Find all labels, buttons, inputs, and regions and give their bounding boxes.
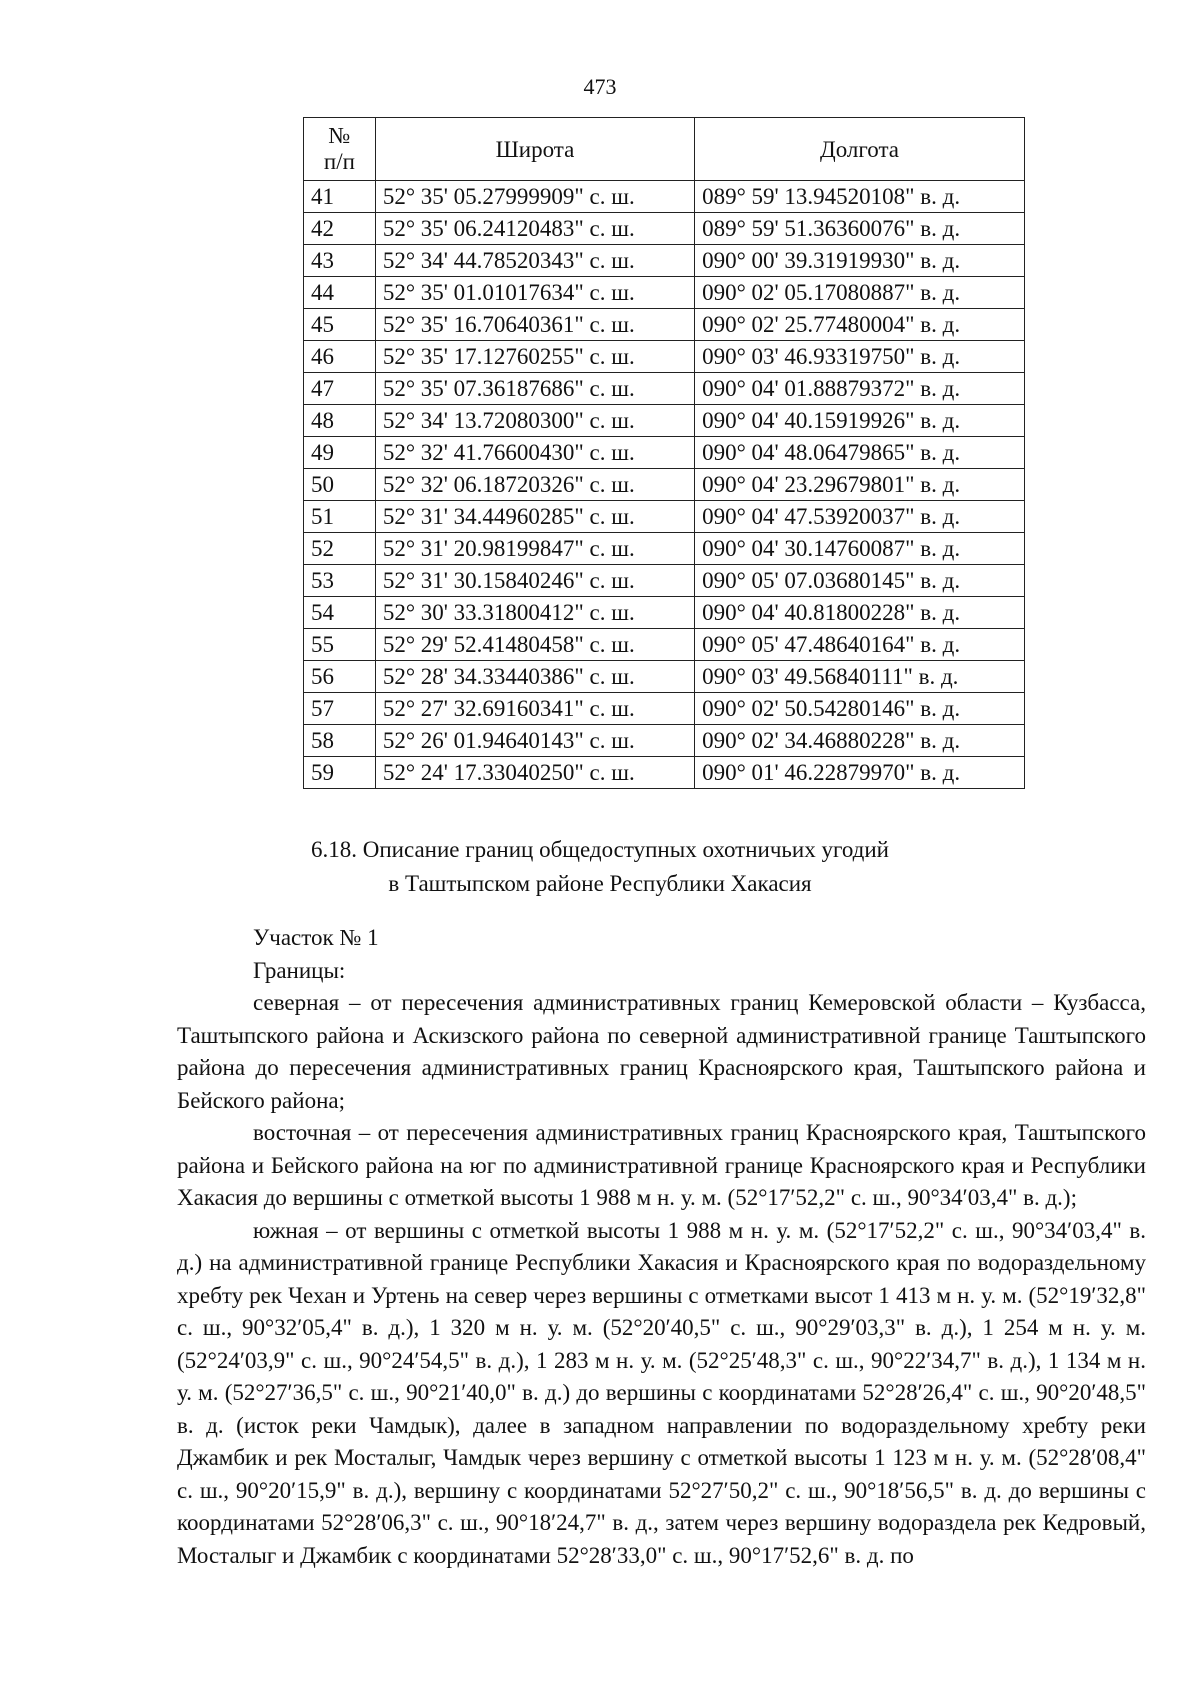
latitude-cell: 52° 26' 01.94640143" с. ш. xyxy=(375,725,694,757)
table-row xyxy=(304,661,1025,693)
latitude-cell: 52° 35' 07.36187686" с. ш. xyxy=(375,373,694,405)
table-row xyxy=(304,213,1025,245)
section-body xyxy=(177,922,1146,1572)
longitude-cell: 090° 02' 50.54280146" в. д. xyxy=(695,693,1025,725)
column-header-number-text: № п/п xyxy=(323,122,355,174)
table-header xyxy=(304,118,1025,181)
row-number-cell: 50 xyxy=(304,469,376,501)
row-number-cell: 51 xyxy=(304,501,376,533)
plot-title: Участок № 1 xyxy=(253,925,379,950)
latitude-cell: 52° 35' 06.24120483" с. ш. xyxy=(375,213,694,245)
eastern-border-paragraph: восточная – от пересечения административных границ Красноярского края, Таштыпского района и Бейского района на юг по административной границе Красноярского края и Республики Хакасия до вершины с отметкой высоты 1 988 м н. у. м. (52°17′52,2" с. ш., 90°34′03,4" в. д.); xyxy=(177,1120,1146,1210)
longitude-cell: 090° 05' 47.48640164" в. д. xyxy=(695,629,1025,661)
row-number-cell: 54 xyxy=(304,597,376,629)
row-number-cell: 57 xyxy=(304,693,376,725)
row-number-cell: 52 xyxy=(304,533,376,565)
longitude-cell: 089° 59' 51.36360076" в. д. xyxy=(695,213,1025,245)
longitude-cell: 090° 00' 39.31919930" в. д. xyxy=(695,245,1025,277)
longitude-cell: 090° 05' 07.03680145" в. д. xyxy=(695,565,1025,597)
longitude-cell: 090° 04' 30.14760087" в. д. xyxy=(695,533,1025,565)
longitude-cell: 090° 04' 40.81800228" в. д. xyxy=(695,597,1025,629)
section-heading xyxy=(0,833,1200,901)
latitude-cell: 52° 35' 05.27999909" с. ш. xyxy=(375,181,694,213)
table-row xyxy=(304,629,1025,661)
table-row xyxy=(304,693,1025,725)
longitude-cell: 090° 03' 49.56840111" в. д. xyxy=(695,661,1025,693)
section-heading-line-2: в Таштыпском районе Республики Хакасия xyxy=(388,871,812,896)
latitude-cell: 52° 32' 41.76600430" с. ш. xyxy=(375,437,694,469)
longitude-cell: 090° 04' 01.88879372" в. д. xyxy=(695,373,1025,405)
southern-border-paragraph: южная – от вершины с отметкой высоты 1 988 м н. у. м. (52°17′52,2" с. ш., 90°34′03,4" в. д.) на административной границе Республики Хакасия и Красноярского края по водораздельному хребту рек Чехан и Уртень на север через вершины с отметками высот 1 413 м н. у. м. (52°19′32,8" с. ш., 90°32′05,4" в. д.), 1 320 м н. у. м. (52°20′40,5" с. ш., 90°29′03,3" в. д.), 1 254 м н. у. м. (52°24′03,9" с. ш., 90°24′54,5" в. д.), 1 283 м н. у. м. (52°25′48,3" с. ш., 90°22′34,7" в. д.), 1 134 м н. у. м. (52°27′36,5" с. ш., 90°21′40,0" в. д.) до вершины с координатами 52°28′26,4" с. ш., 90°20′48,5" в. д. (исток реки Чамдык), далее в западном направлении по водораздельному хребту реки Джамбик и рек Мосталыг, Чамдык через вершину с отметкой высоты 1 123 м н. у. м. (52°28′08,4" с. ш., 90°20′15,9" в. д.), вершину с координатами 52°27′50,2" с. ш., 90°18′56,5" в. д. до вершины с координатами 52°28′06,3" с. ш., 90°18′24,7" в. д., затем через вершину водораздела рек Кедровый, Мосталыг и Джамбик с координатами 52°28′33,0" с. ш., 90°17′52,6" в. д. по xyxy=(177,1217,1146,1568)
longitude-cell: 090° 01' 46.22879970" в. д. xyxy=(695,757,1025,789)
latitude-cell: 52° 29' 52.41480458" с. ш. xyxy=(375,629,694,661)
table-row xyxy=(304,469,1025,501)
table-row xyxy=(304,533,1025,565)
row-number-cell: 48 xyxy=(304,405,376,437)
row-number-cell: 58 xyxy=(304,725,376,757)
latitude-cell: 52° 31' 20.98199847" с. ш. xyxy=(375,533,694,565)
table-row xyxy=(304,373,1025,405)
northern-border-paragraph: северная – от пересечения административных границ Кемеровской области – Кузбасса, Таштыпского района и Аскизского района по северной административной границе Таштыпского района до пересечения административных границ Красноярского края, Таштыпского района и Бейского района; xyxy=(177,990,1146,1113)
page-number: 473 xyxy=(583,74,617,99)
longitude-cell: 090° 04' 40.15919926" в. д. xyxy=(695,405,1025,437)
row-number-cell: 43 xyxy=(304,245,376,277)
latitude-cell: 52° 31' 34.44960285" с. ш. xyxy=(375,501,694,533)
longitude-cell: 090° 04' 23.29679801" в. д. xyxy=(695,469,1025,501)
row-number-cell: 44 xyxy=(304,277,376,309)
row-number-cell: 56 xyxy=(304,661,376,693)
row-number-cell: 42 xyxy=(304,213,376,245)
column-header-longitude: Долгота xyxy=(695,118,1025,181)
table-row xyxy=(304,405,1025,437)
table-row xyxy=(304,309,1025,341)
latitude-cell: 52° 34' 44.78520343" с. ш. xyxy=(375,245,694,277)
latitude-cell: 52° 28' 34.33440386" с. ш. xyxy=(375,661,694,693)
latitude-cell: 52° 30' 33.31800412" с. ш. xyxy=(375,597,694,629)
longitude-cell: 090° 04' 48.06479865" в. д. xyxy=(695,437,1025,469)
longitude-cell: 089° 59' 13.94520108" в. д. xyxy=(695,181,1025,213)
latitude-cell: 52° 34' 13.72080300" с. ш. xyxy=(375,405,694,437)
row-number-cell: 49 xyxy=(304,437,376,469)
latitude-cell: 52° 35' 17.12760255" с. ш. xyxy=(375,341,694,373)
table-row xyxy=(304,245,1025,277)
row-number-cell: 45 xyxy=(304,309,376,341)
row-number-cell: 55 xyxy=(304,629,376,661)
table-row xyxy=(304,565,1025,597)
row-number-cell: 47 xyxy=(304,373,376,405)
latitude-cell: 52° 32' 06.18720326" с. ш. xyxy=(375,469,694,501)
row-number-cell: 59 xyxy=(304,757,376,789)
row-number-cell: 46 xyxy=(304,341,376,373)
table-row xyxy=(304,341,1025,373)
longitude-cell: 090° 02' 34.46880228" в. д. xyxy=(695,725,1025,757)
longitude-cell: 090° 02' 25.77480004" в. д. xyxy=(695,309,1025,341)
longitude-cell: 090° 03' 46.93319750" в. д. xyxy=(695,341,1025,373)
borders-label: Границы: xyxy=(253,957,346,983)
table-row xyxy=(304,501,1025,533)
table-body xyxy=(304,181,1025,789)
latitude-cell: 52° 24' 17.33040250" с. ш. xyxy=(375,757,694,789)
longitude-cell: 090° 04' 47.53920037" в. д. xyxy=(695,501,1025,533)
table-row xyxy=(304,437,1025,469)
row-number-cell: 41 xyxy=(304,181,376,213)
table-row xyxy=(304,181,1025,213)
longitude-cell: 090° 02' 05.17080887" в. д. xyxy=(695,277,1025,309)
table-row xyxy=(304,597,1025,629)
coordinates-table xyxy=(303,117,1025,789)
column-header-number xyxy=(304,118,376,181)
latitude-cell: 52° 27' 32.69160341" с. ш. xyxy=(375,693,694,725)
row-number-cell: 53 xyxy=(304,565,376,597)
latitude-cell: 52° 35' 16.70640361" с. ш. xyxy=(375,309,694,341)
column-header-latitude: Широта xyxy=(375,118,694,181)
section-heading-line-1: 6.18. Описание границ общедоступных охотничьих угодий xyxy=(311,837,889,862)
table-row xyxy=(304,277,1025,309)
latitude-cell: 52° 31' 30.15840246" с. ш. xyxy=(375,565,694,597)
table-row xyxy=(304,725,1025,757)
latitude-cell: 52° 35' 01.01017634" с. ш. xyxy=(375,277,694,309)
table-header-row xyxy=(304,118,1025,181)
table-row xyxy=(304,757,1025,789)
